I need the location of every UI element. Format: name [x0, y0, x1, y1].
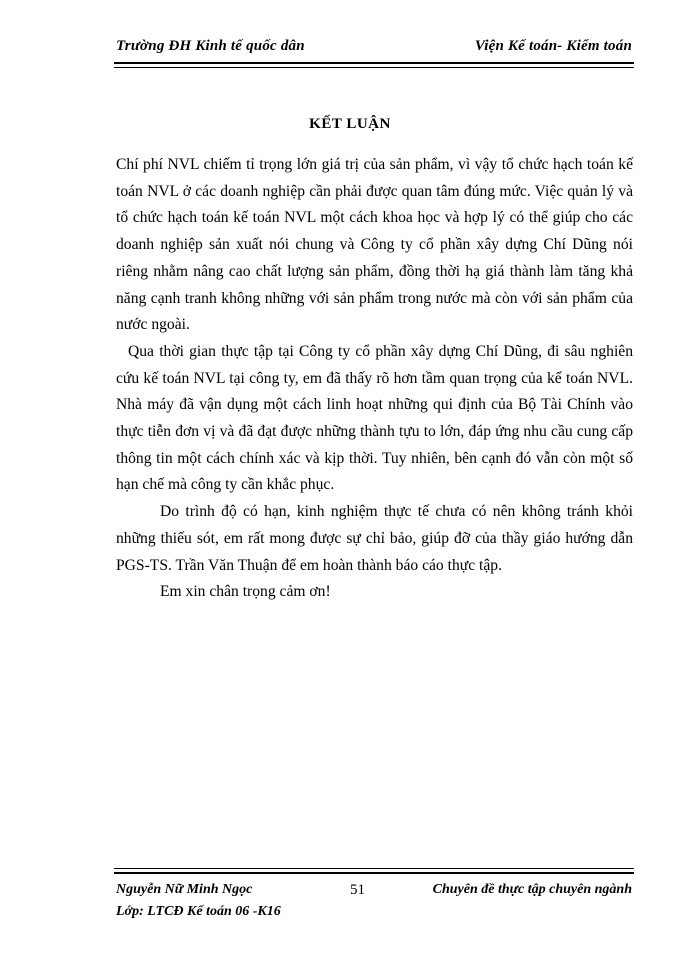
header-rule-thick — [114, 62, 634, 64]
page-title: KẾT LUẬN — [309, 116, 391, 132]
header-institute: Viện Kế toán- Kiểm toán — [474, 38, 632, 54]
paragraph-1: Chí phí NVL chiếm tỉ trọng lớn giá trị của sản phẩm, vì vậy tổ chức hạch toán kế toán NVL ở các doanh nghiệp cần phải được quan tâm đúng mức. Việc quản lý và tổ chức hạch toán kế toán NVL một cách khoa học và hợp lý có thể giúp cho các doanh nghiệp sản xuất nói chung và Công ty cổ phần xây dựng Chí Dũng nói riêng nhằm nâng cao chất lượng sản phẩm, đồng thời hạ giá thành làm tăng khả năng cạnh tranh không những với sản phẩm trong nước mà còn với sản phẩm của nước ngoài. — [116, 156, 633, 334]
page-header — [116, 38, 632, 62]
closing-line: Em xin chân trọng cảm ơn! — [160, 583, 331, 601]
paragraph-2: Qua thời gian thực tập tại Công ty cổ phần xây dựng Chí Dũng, đi sâu nghiên cứu kế toán NVL tại công ty, em đã thấy rõ hơn tầm quan trọng của kế toán NVL. Nhà máy đã vận dụng một cách linh hoạt những qui định của Bộ Tài Chính vào thực tiễn đơn vị và đã đạt được những thành tựu to lớn, đáp ứng nhu cầu cung cấp thông tin một cách chính xác và kịp thời. Tuy nhiên, bên cạnh đó vẫn còn một số hạn chế mà công ty cần khắc phục. — [116, 342, 633, 494]
footer-document-type: Chuyên đề thực tập chuyên ngành — [432, 882, 632, 897]
header-rule-thin — [114, 67, 634, 68]
page-number: 51 — [350, 882, 365, 898]
page-footer — [116, 878, 632, 928]
footer-class: Lớp: LTCĐ Kế toán 06 -K16 — [116, 904, 281, 919]
footer-author: Nguyễn Nữ Minh Ngọc — [116, 882, 253, 897]
footer-rule-thick — [114, 872, 634, 874]
document-body — [116, 152, 633, 606]
paragraph-3: Do trình độ có hạn, kinh nghiệm thực tế chưa có nên không tránh khỏi những thiếu sót, em rất mong được sự chỉ bảo, giúp đỡ của thầy giáo hướng dẫn PGS-TS. Trần Văn Thuận để em hoàn thành báo cáo thực tập. — [116, 503, 633, 574]
header-university: Trường ĐH Kinh tế quốc dân — [116, 38, 305, 54]
footer-rule-thin — [114, 868, 634, 869]
